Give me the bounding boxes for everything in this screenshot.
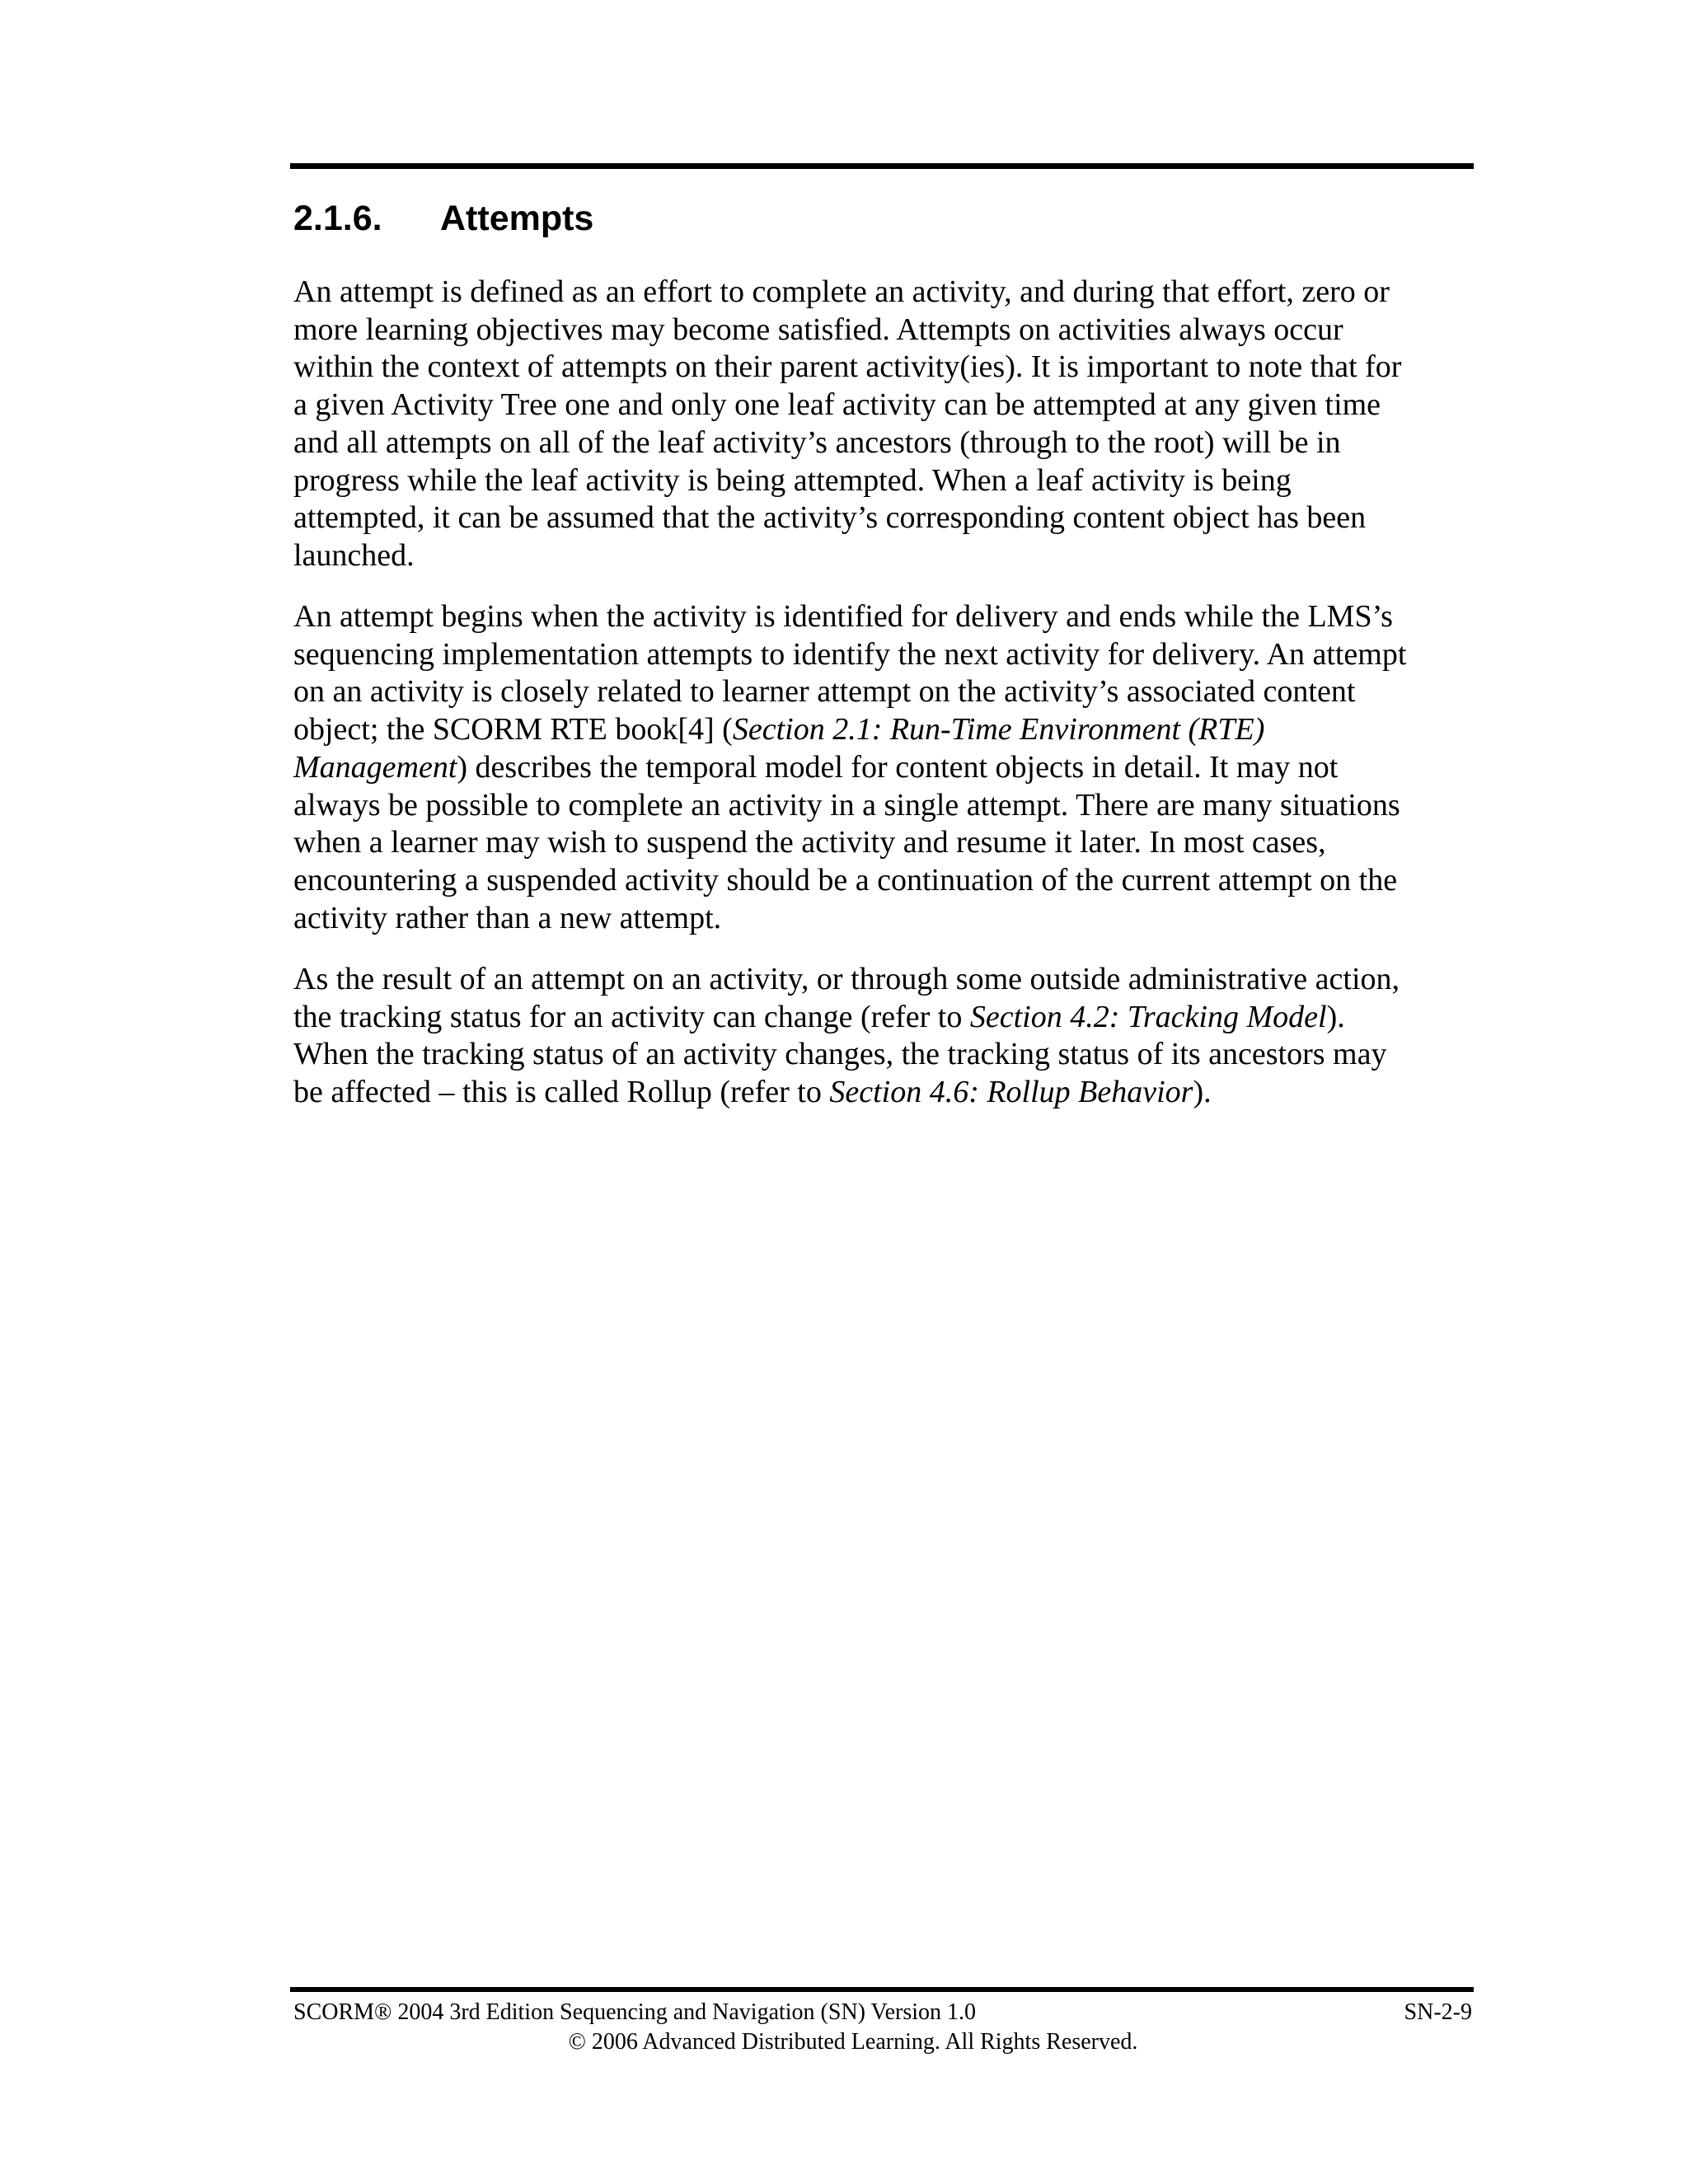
text-line: and all attempts on all of the leaf activity’s ancestors (through to the root) will be in: [293, 424, 1341, 460]
text-segment: ).: [1193, 1075, 1212, 1110]
text-line: As the result of an attempt on an activity, or through some outside administrative action,: [293, 962, 1400, 996]
text-line: [293, 999, 1474, 1037]
footer-copyright: [0, 2027, 1688, 2057]
text-segment: ).: [1326, 999, 1345, 1034]
text-segment: object; the SCORM RTE book[4] (: [293, 712, 733, 748]
section-reference-rte: Section 2.1: Run-Time Environment (RTE): [732, 712, 1265, 748]
text-line: encountering a suspended activity should be a continuation of the current attempt on the: [293, 862, 1398, 898]
section-reference-rollup-behavior: Section 4.6: Rollup Behavior: [829, 1075, 1193, 1110]
text-line: always be possible to complete an activity in a single attempt. There are many situations: [293, 787, 1400, 823]
text-line: sequencing implementation attempts to identify the next activity for delivery. An attempt: [293, 636, 1407, 672]
text-line: When the tracking status of an activity changes, the tracking status of its ancestors may: [293, 1037, 1387, 1072]
text-line: [293, 749, 1474, 787]
text-segment: ) describes the temporal model for content objects in detail. It may not: [457, 749, 1339, 785]
text-line: attempted, it can be assumed that the activity’s corresponding content object has been: [293, 500, 1367, 536]
text-segment: the tracking status for an activity can change (refer to: [293, 999, 970, 1034]
copyright-text: © 2006 Advanced Distributed Learning. All Rights Reserved.: [568, 2029, 1138, 2055]
paragraph-tracking-rollup: [293, 961, 1474, 1112]
text-line: progress while the leaf activity is being attempted. When a leaf activity is being: [293, 462, 1292, 498]
paragraph-attempt-definition: [293, 274, 1474, 575]
text-segment: be affected – this is called Rollup (refer to: [293, 1075, 830, 1110]
footer-rule: [290, 1987, 1474, 1992]
section-reference-tracking-model: Section 4.2: Tracking Model: [969, 999, 1327, 1034]
text-line: within the context of attempts on their parent activity(ies). It is important to note that for: [293, 349, 1402, 385]
paragraph-attempt-lifecycle: [293, 598, 1474, 937]
text-line: when a learner may wish to suspend the activity and resume it later. In most cases,: [293, 825, 1326, 860]
text-line: [293, 1074, 1474, 1112]
text-line: [293, 711, 1474, 749]
section-heading: [293, 194, 593, 243]
section-reference-rte-cont: Management: [293, 749, 457, 785]
text-line: launched.: [293, 537, 415, 573]
header-rule: [290, 163, 1474, 169]
text-line: activity rather than a new attempt.: [293, 900, 722, 935]
text-line: An attempt is defined as an effort to complete an activity, and during that effort, zero or: [293, 274, 1390, 309]
text-line: An attempt begins when the activity is identified for delivery and ends while the LMS’s: [293, 599, 1393, 634]
text-line: more learning objectives may become satisfied. Attempts on activities always occur: [293, 312, 1343, 347]
footer-page-number: SN-2-9: [1404, 1999, 1472, 2025]
section-number: 2.1.6.: [293, 199, 382, 238]
text-line: a given Activity Tree one and only one leaf activity can be attempted at any given time: [293, 387, 1381, 423]
section-title: Attempts: [440, 199, 594, 238]
footer-document-title: SCORM® 2004 3rd Edition Sequencing and Navigation (SN) Version 1.0: [293, 1999, 977, 2025]
text-line: on an activity is closely related to learner attempt on the activity’s associated content: [293, 674, 1356, 710]
